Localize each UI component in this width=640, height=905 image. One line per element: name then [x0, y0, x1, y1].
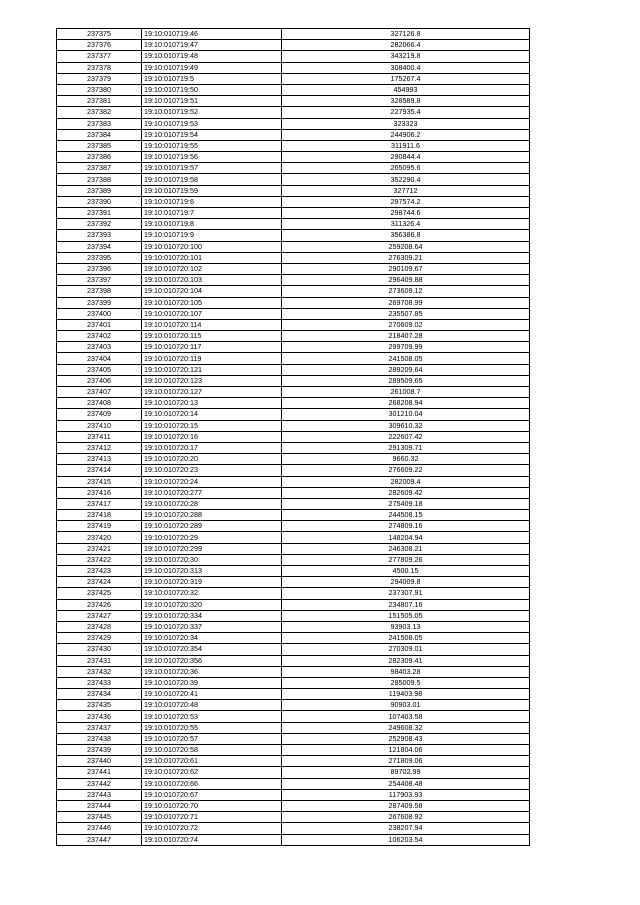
- row-time-cell: 19:10:010719:55: [142, 140, 282, 151]
- table-row: [57, 208, 530, 219]
- table-row: [57, 241, 530, 252]
- row-value-cell: 308400.4: [282, 62, 530, 73]
- row-value-cell: 9660.32: [282, 454, 530, 465]
- row-value-cell: 234807.16: [282, 599, 530, 610]
- table-row: [57, 677, 530, 688]
- row-id-cell: 237439: [57, 745, 142, 756]
- row-time-cell: 19:10:010720:23: [142, 465, 282, 476]
- row-time-cell: 19:10:010720:299: [142, 543, 282, 554]
- row-value-cell: 323323: [282, 118, 530, 129]
- row-time-cell: 19:10:010720:115: [142, 331, 282, 342]
- row-id-cell: 237384: [57, 129, 142, 140]
- row-value-cell: 241508.05: [282, 633, 530, 644]
- row-time-cell: 19:10:010720:13: [142, 398, 282, 409]
- row-id-cell: 237378: [57, 62, 142, 73]
- row-value-cell: 309610.32: [282, 420, 530, 431]
- table-row: [57, 454, 530, 465]
- table-row: [57, 152, 530, 163]
- table-row: [57, 96, 530, 107]
- row-id-cell: 237385: [57, 140, 142, 151]
- row-value-cell: 276309.21: [282, 252, 530, 263]
- row-value-cell: 98403.28: [282, 666, 530, 677]
- row-time-cell: 19:10:010720:29: [142, 532, 282, 543]
- row-id-cell: 237447: [57, 834, 142, 845]
- row-time-cell: 19:10:010720:105: [142, 297, 282, 308]
- table-body: [57, 29, 530, 846]
- row-time-cell: 19:10:010719:56: [142, 152, 282, 163]
- row-time-cell: 19:10:010720:74: [142, 834, 282, 845]
- row-id-cell: 237405: [57, 364, 142, 375]
- table-row: [57, 107, 530, 118]
- row-value-cell: 222607.42: [282, 431, 530, 442]
- row-value-cell: 297574.2: [282, 196, 530, 207]
- table-row: [57, 465, 530, 476]
- row-value-cell: 352290.4: [282, 174, 530, 185]
- row-id-cell: 237435: [57, 700, 142, 711]
- table-row: [57, 51, 530, 62]
- row-time-cell: 19:10:010720:71: [142, 812, 282, 823]
- row-id-cell: 237428: [57, 621, 142, 632]
- row-id-cell: 237419: [57, 521, 142, 532]
- row-id-cell: 237382: [57, 107, 142, 118]
- table-row: [57, 498, 530, 509]
- row-value-cell: 107403.58: [282, 711, 530, 722]
- row-time-cell: 19:10:010719:57: [142, 163, 282, 174]
- row-value-cell: 294009.8: [282, 577, 530, 588]
- table-row: [57, 219, 530, 230]
- row-id-cell: 237402: [57, 331, 142, 342]
- row-value-cell: 93903.13: [282, 621, 530, 632]
- document-page: [56, 28, 530, 846]
- row-value-cell: 285009.5: [282, 677, 530, 688]
- row-value-cell: 269708.99: [282, 297, 530, 308]
- row-time-cell: 19:10:010720:55: [142, 722, 282, 733]
- row-id-cell: 237380: [57, 84, 142, 95]
- row-id-cell: 237411: [57, 431, 142, 442]
- row-time-cell: 19:10:010720:102: [142, 263, 282, 274]
- row-value-cell: 328589.8: [282, 96, 530, 107]
- row-id-cell: 237430: [57, 644, 142, 655]
- table-row: [57, 599, 530, 610]
- row-time-cell: 19:10:010720:337: [142, 621, 282, 632]
- row-id-cell: 237394: [57, 241, 142, 252]
- row-id-cell: 237438: [57, 733, 142, 744]
- row-value-cell: 282066.4: [282, 40, 530, 51]
- table-row: [57, 387, 530, 398]
- table-row: [57, 487, 530, 498]
- row-time-cell: 19:10:010720:36: [142, 666, 282, 677]
- row-time-cell: 19:10:010720:70: [142, 800, 282, 811]
- row-id-cell: 237397: [57, 275, 142, 286]
- row-id-cell: 237443: [57, 789, 142, 800]
- row-time-cell: 19:10:010720:127: [142, 387, 282, 398]
- row-value-cell: 327126.8: [390, 29, 421, 39]
- row-value-cell: 356386.8: [282, 230, 530, 241]
- row-time-cell: 19:10:010719:52: [142, 107, 282, 118]
- row-time-cell: 19:10:010720:24: [142, 476, 282, 487]
- table-row: [57, 722, 530, 733]
- table-row: [57, 431, 530, 442]
- row-time-cell: 19:10:010720:57: [142, 733, 282, 744]
- row-value-cell: 291309.71: [282, 442, 530, 453]
- row-time-cell: 19:10:010720:41: [142, 689, 282, 700]
- table-row: [57, 308, 530, 319]
- row-value-cell: 299709.99: [282, 342, 530, 353]
- row-value-cell: 270309.01: [282, 644, 530, 655]
- row-value-cell: 311326.4: [282, 219, 530, 230]
- row-time-cell: 19:10:010720:104: [142, 286, 282, 297]
- table-row: [57, 745, 530, 756]
- row-time-cell: 19:10:010719:6: [142, 196, 282, 207]
- row-id-cell: 237429: [57, 633, 142, 644]
- row-time-cell: 19:10:010719:58: [142, 174, 282, 185]
- row-value-cell: 244508.15: [282, 510, 530, 521]
- row-id-cell: 237425: [57, 588, 142, 599]
- row-value-cell: 254408.48: [282, 778, 530, 789]
- table-row: [57, 633, 530, 644]
- table-row: [57, 319, 530, 330]
- row-id-cell: 237383: [57, 118, 142, 129]
- row-value-cell: 268208.94: [282, 398, 530, 409]
- row-id-cell: 237390: [57, 196, 142, 207]
- row-id-cell: 237433: [57, 677, 142, 688]
- row-id-cell: 237409: [57, 409, 142, 420]
- table-row: [57, 196, 530, 207]
- table-row: [57, 834, 530, 845]
- row-value-cell: 275409.18: [282, 498, 530, 509]
- row-time-cell: 19:10:010720:48: [142, 700, 282, 711]
- row-id-cell: 237436: [57, 711, 142, 722]
- row-value-cell: 249608.32: [282, 722, 530, 733]
- row-time-cell: 19:10:010720:15: [142, 420, 282, 431]
- table-row: [57, 62, 530, 73]
- table-row: [57, 655, 530, 666]
- row-id-cell: 237388: [57, 174, 142, 185]
- table-row: [57, 442, 530, 453]
- row-id-cell: 237412: [57, 442, 142, 453]
- row-value-cell: 270609.02: [282, 319, 530, 330]
- table-row: [57, 778, 530, 789]
- row-value-cell: 454993: [282, 84, 530, 95]
- row-time-cell: 19:10:010719:54: [142, 129, 282, 140]
- row-id-cell: 237431: [57, 655, 142, 666]
- row-id-cell: 237432: [57, 666, 142, 677]
- table-row: [57, 118, 530, 129]
- row-id-cell: 237392: [57, 219, 142, 230]
- row-value-cell: 276609.22: [282, 465, 530, 476]
- table-row: [57, 286, 530, 297]
- row-time-cell: 19:10:010720:14: [142, 409, 282, 420]
- row-time-cell: 19:10:010720:114: [142, 319, 282, 330]
- row-value-cell: 89702.99: [282, 767, 530, 778]
- row-id-cell: 237403: [57, 342, 142, 353]
- table-row: [57, 364, 530, 375]
- row-id-cell: 237407: [57, 387, 142, 398]
- row-id-cell: 237414: [57, 465, 142, 476]
- table-row: [57, 275, 530, 286]
- row-id-cell: 237410: [57, 420, 142, 431]
- row-value-cell: 267608.92: [282, 812, 530, 823]
- table-row: [57, 543, 530, 554]
- table-row: [57, 40, 530, 51]
- table-row: [57, 398, 530, 409]
- row-id-cell: 237377: [57, 51, 142, 62]
- row-value-cell: 148204.94: [282, 532, 530, 543]
- row-id-cell: 237391: [57, 208, 142, 219]
- row-time-cell: 19:10:010720:107: [142, 308, 282, 319]
- row-time-cell: 19:10:010719:8: [142, 219, 282, 230]
- row-id-cell: 237440: [57, 756, 142, 767]
- row-value-cell: 290844.4: [282, 152, 530, 163]
- row-id-cell: 237406: [57, 375, 142, 386]
- table-row: [57, 644, 530, 655]
- row-time-cell: 19:10:010720:62: [142, 767, 282, 778]
- row-id-cell: 237389: [57, 185, 142, 196]
- table-row: [57, 577, 530, 588]
- row-value-cell: 289509.65: [282, 375, 530, 386]
- table-row: [57, 375, 530, 386]
- row-value-cell: 235507.85: [282, 308, 530, 319]
- row-time-cell: 19:10:010719:53: [142, 118, 282, 129]
- row-value-cell: 296409.88: [282, 275, 530, 286]
- row-id-cell: 237381: [57, 96, 142, 107]
- row-value-cell: 244906.2: [282, 129, 530, 140]
- row-id-cell: 237446: [57, 823, 142, 834]
- table-row: [57, 73, 530, 84]
- row-id-cell: 237416: [57, 487, 142, 498]
- row-id-cell: 237427: [57, 610, 142, 621]
- row-time-cell: 19:10:010720:100: [142, 241, 282, 252]
- row-id-cell: 237396: [57, 263, 142, 274]
- table-row: [57, 29, 530, 40]
- table-row: [57, 129, 530, 140]
- table-row: [57, 689, 530, 700]
- row-time-cell: 19:10:010720:101: [142, 252, 282, 263]
- row-value-cell: 151505.05: [282, 610, 530, 621]
- row-time-cell: 19:10:010720:117: [142, 342, 282, 353]
- row-time-cell: 19:10:010720:66: [142, 778, 282, 789]
- row-id-cell: 237376: [57, 40, 142, 51]
- row-time-cell: 19:10:010720:289: [142, 521, 282, 532]
- row-value-cell: 273609.12: [282, 286, 530, 297]
- row-time-cell: 19:10:010719:9: [142, 230, 282, 241]
- table-row: [57, 610, 530, 621]
- row-id-cell: 237413: [57, 454, 142, 465]
- table-row: [57, 554, 530, 565]
- row-time-cell: 19:10:010720:32: [142, 588, 282, 599]
- row-value-cell: 241508.05: [282, 353, 530, 364]
- row-value-cell: 290109.67: [282, 263, 530, 274]
- row-id-cell: 237393: [57, 230, 142, 241]
- row-time-cell: 19:10:010720:30: [142, 554, 282, 565]
- row-value-cell: 218407.28: [282, 331, 530, 342]
- row-time-cell: 19:10:010720:61: [142, 756, 282, 767]
- row-value-cell: 271809.06: [282, 756, 530, 767]
- table-row: [57, 185, 530, 196]
- row-value-cell: 106203.54: [282, 834, 530, 845]
- row-time-cell: 19:10:010719:5: [142, 73, 282, 84]
- table-row: [57, 420, 530, 431]
- row-value-cell: 277809.26: [282, 554, 530, 565]
- row-value-cell: 117903.93: [282, 789, 530, 800]
- table-row: [57, 812, 530, 823]
- table-row: [57, 700, 530, 711]
- row-value-cell: 265095.6: [282, 163, 530, 174]
- row-value-cell: 282009.4: [282, 476, 530, 487]
- table-row: [57, 331, 530, 342]
- row-id-cell: 237400: [57, 308, 142, 319]
- row-time-cell: 19:10:010720:16: [142, 431, 282, 442]
- row-id-cell: 237442: [57, 778, 142, 789]
- table-row: [57, 476, 530, 487]
- row-value-cell: 259208.64: [282, 241, 530, 252]
- row-time-cell: 19:10:010719:7: [142, 208, 282, 219]
- table-row: [57, 532, 530, 543]
- table-row: [57, 252, 530, 263]
- row-id-cell: 237441: [57, 767, 142, 778]
- row-id-cell: 237395: [57, 252, 142, 263]
- row-time-cell: 19:10:010720:313: [142, 566, 282, 577]
- row-value-cell: 121804.06: [282, 745, 530, 756]
- row-time-cell: 19:10:010719:51: [142, 96, 282, 107]
- row-id-cell: 237404: [57, 353, 142, 364]
- row-id-cell: 237386: [57, 152, 142, 163]
- row-time-cell: 19:10:010720:17: [142, 442, 282, 453]
- row-value-cell: 282309.41: [282, 655, 530, 666]
- row-time-cell: 19:10:010720:20: [142, 454, 282, 465]
- row-id-cell: 237437: [57, 722, 142, 733]
- table-row: [57, 733, 530, 744]
- table-row: [57, 174, 530, 185]
- row-value-cell: 4500.15: [282, 566, 530, 577]
- row-value-cell: 252908.43: [282, 733, 530, 744]
- table-row: [57, 800, 530, 811]
- row-id-cell: 237399: [57, 297, 142, 308]
- row-id-cell: 237434: [57, 689, 142, 700]
- row-value-cell: 175267.4: [282, 73, 530, 84]
- row-value-cell: 343219.8: [282, 51, 530, 62]
- row-id-cell: 237398: [57, 286, 142, 297]
- table-row: [57, 342, 530, 353]
- row-value-cell: 301210.04: [282, 409, 530, 420]
- row-time-cell: 19:10:010720:123: [142, 375, 282, 386]
- row-time-cell: 19:10:010720:119: [142, 353, 282, 364]
- row-time-cell: 19:10:010720:121: [142, 364, 282, 375]
- row-value-cell: 287409.58: [282, 800, 530, 811]
- row-value-cell: 282609.42: [282, 487, 530, 498]
- row-time-cell: 19:10:010720:334: [142, 610, 282, 621]
- row-value-cell: 261008.7: [282, 387, 530, 398]
- row-time-cell: 19:10:010719:46: [142, 29, 282, 40]
- table-row: [57, 140, 530, 151]
- row-id-cell: 237426: [57, 599, 142, 610]
- row-time-cell: 19:10:010720:72: [142, 823, 282, 834]
- row-id-cell: 237444: [57, 800, 142, 811]
- row-id-cell: 237418: [57, 510, 142, 521]
- row-value-cell: 311911.6: [282, 140, 530, 151]
- row-time-cell: 19:10:010719:48: [142, 51, 282, 62]
- row-time-cell: 19:10:010720:53: [142, 711, 282, 722]
- row-value-cell: 119403.98: [282, 689, 530, 700]
- row-value-cell: 246308.21: [282, 543, 530, 554]
- table-row: [57, 230, 530, 241]
- row-time-cell: 19:10:010720:354: [142, 644, 282, 655]
- row-id-cell: 237423: [57, 566, 142, 577]
- table-row: [57, 510, 530, 521]
- data-table: [56, 28, 530, 846]
- row-id-cell: 237424: [57, 577, 142, 588]
- row-time-cell: 19:10:010720:34: [142, 633, 282, 644]
- row-id-cell: 237421: [57, 543, 142, 554]
- row-time-cell: 19:10:010720:67: [142, 789, 282, 800]
- row-value-cell: 289209.64: [282, 364, 530, 375]
- table-row: [57, 297, 530, 308]
- row-time-cell: 19:10:010720:103: [142, 275, 282, 286]
- row-id-cell: 237408: [57, 398, 142, 409]
- table-row: [57, 756, 530, 767]
- table-row: [57, 823, 530, 834]
- row-id-cell: 237401: [57, 319, 142, 330]
- row-time-cell: 19:10:010720:58: [142, 745, 282, 756]
- row-value-cell: 274809.16: [282, 521, 530, 532]
- table-row: [57, 521, 530, 532]
- row-time-cell: 19:10:010719:47: [142, 40, 282, 51]
- row-time-cell: 19:10:010720:288: [142, 510, 282, 521]
- row-time-cell: 19:10:010719:49: [142, 62, 282, 73]
- row-value-cell: 298744.6: [282, 208, 530, 219]
- row-time-cell: 19:10:010720:319: [142, 577, 282, 588]
- row-id-cell: 237415: [57, 476, 142, 487]
- row-id-cell: 237445: [57, 812, 142, 823]
- row-id-cell: 237420: [57, 532, 142, 543]
- row-time-cell: 19:10:010720:277: [142, 487, 282, 498]
- table-row: [57, 767, 530, 778]
- table-row: [57, 789, 530, 800]
- row-id-cell: 237422: [57, 554, 142, 565]
- row-time-cell: 19:10:010720:320: [142, 599, 282, 610]
- table-row: [57, 588, 530, 599]
- row-time-cell: 19:10:010720:28: [142, 498, 282, 509]
- row-value-cell: 327712: [282, 185, 530, 196]
- table-row: [57, 566, 530, 577]
- row-time-cell: 19:10:010719:50: [142, 84, 282, 95]
- table-row: [57, 84, 530, 95]
- table-row: [57, 711, 530, 722]
- row-time-cell: 19:10:010719:59: [142, 185, 282, 196]
- row-id-cell: 237417: [57, 498, 142, 509]
- table-row: [57, 353, 530, 364]
- table-row: [57, 666, 530, 677]
- row-value-cell: 90903.01: [282, 700, 530, 711]
- row-id-cell: 237387: [57, 163, 142, 174]
- row-time-cell: 19:10:010720:39: [142, 677, 282, 688]
- row-time-cell: 19:10:010720:356: [142, 655, 282, 666]
- row-id-cell: 237375: [57, 29, 142, 40]
- row-value-cell: 237307.91: [282, 588, 530, 599]
- row-value-cell: 238207.94: [282, 823, 530, 834]
- table-row: [57, 263, 530, 274]
- row-id-cell: 237379: [57, 73, 142, 84]
- table-row: [57, 621, 530, 632]
- table-row: [57, 163, 530, 174]
- row-value-cell: 227935.4: [282, 107, 530, 118]
- table-row: [57, 409, 530, 420]
